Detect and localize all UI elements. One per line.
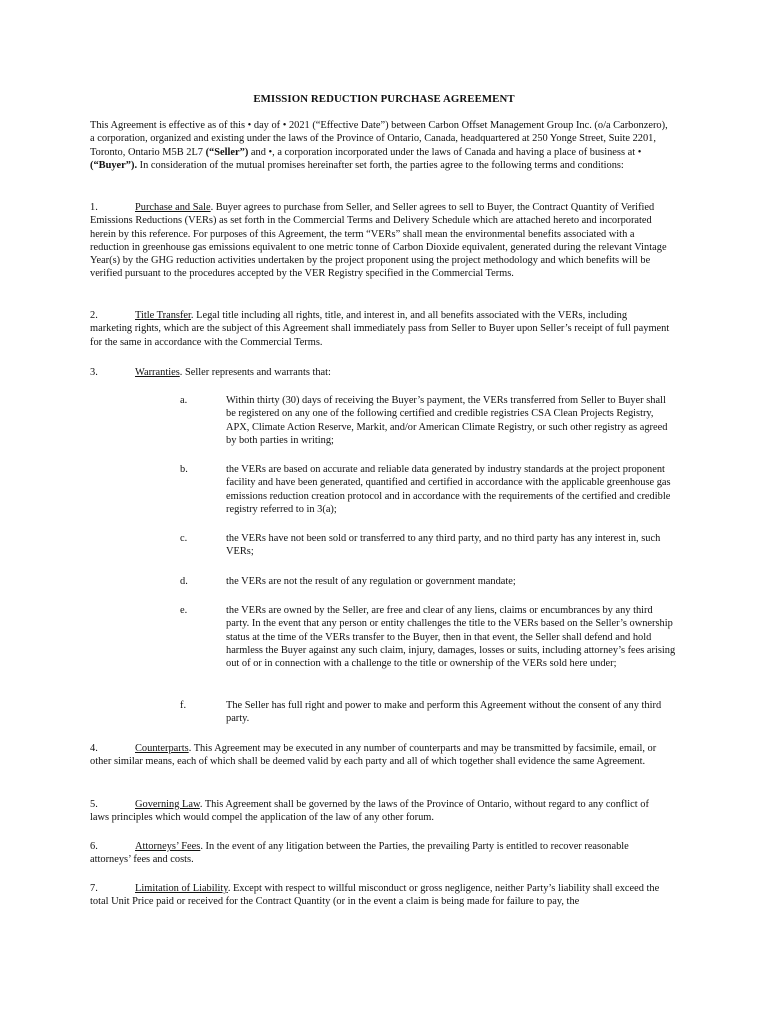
section-heading: Attorneys’ Fees xyxy=(135,841,201,852)
section-text: . In the event of any litigation between the Parties, the prevailing Party is entitled to recover reasonable attorneys’ fees and costs. xyxy=(90,841,629,866)
section-number: 1. xyxy=(90,202,98,213)
section-text: . This Agreement may be executed in any number of counterparts and may be transmitted by facsimile, email, or other similar means, each of which shall be deemed valid by each party and all of which together shall evidence the same Agreement. xyxy=(90,743,657,768)
section-heading: Warranties xyxy=(135,367,180,378)
intro-text-3: In consideration of the mutual promises hereinafter set forth, the parties agree to the following terms and conditions: xyxy=(137,159,624,171)
section-2 xyxy=(90,309,670,349)
section-number: 7. xyxy=(90,883,98,894)
section-1 xyxy=(90,201,670,281)
section-number: 2. xyxy=(90,310,98,321)
seller-term: (“Seller”) xyxy=(205,146,249,158)
section-heading: Counterparts xyxy=(135,743,189,754)
section-7 xyxy=(90,882,670,909)
section-5 xyxy=(90,798,670,825)
section-4 xyxy=(90,742,670,769)
item-text: Within thirty (30) days of receiving the Buyer’s payment, the VERs transferred from Seller to Buyer shall be registered on any one of the following certified and credible registries CSA Clean Projects Registry, APX, Climate Action Reserve, Markit, and/or American Climate Registry, or such other registry as agreed by both parties in writing; xyxy=(226,395,668,446)
document-title: EMISSION REDUCTION PURCHASE AGREEMENT xyxy=(253,93,515,105)
section-text: . Legal title including all rights, title, and interest in, and all benefits associated with the VERs, including marketing rights, which are the subject of this Agreement shall immediately pass from Seller to Buyer upon Seller’s receipt of full payment for the same in accordance with the Commercial Terms. xyxy=(90,310,670,348)
item-text: the VERs are not the result of any regulation or government mandate; xyxy=(226,576,516,587)
item-text: the VERs are owned by the Seller, are free and clear of any liens, claims or encumbrances by any third party. In the event that any person or entity challenges the title to the VERs based on the Seller’s ownership status at the time of the VERs transfer to the Buyer, then in that event, the Seller shall defend and hold harmless the Buyer against any such claim, injury, damages, losses or suits, including attorney’s fees arising out of or in connection with a challenge to the title or ownership of the VERs sold here under; xyxy=(226,605,676,670)
section-heading: Title Transfer xyxy=(135,310,191,321)
intro-text-2: and •, a corporation incorporated under the laws of Canada and having a place of business at • xyxy=(248,146,642,158)
item-letter: b. xyxy=(180,464,188,475)
section-text: . Seller represents and warrants that: xyxy=(179,367,331,378)
section-heading: Governing Law xyxy=(135,799,200,810)
item-letter: d. xyxy=(180,576,188,587)
item-text: The Seller has full right and power to make and perform this Agreement without the consent of any third party. xyxy=(226,700,662,725)
section-text: . Buyer agrees to purchase from Seller, and Seller agrees to sell to Buyer, the Contract Quantity of Verified Emissions Reductions (VERs) as set forth in the Commercial Terms and Delivery Schedule which are attached hereto and incorporated herein by this reference. For purposes of this Agreement, the term “VERs” shall mean the environmental benefits associated with a reduction in greenhouse gas emissions equivalent to one metric tonne of Carbon Dioxide equivalent, generated during the relevant Vintage Year(s) by the GHG reduction activities undertaken by the project proponent using the project methodology and which benefits will be verified pursuant to the procedures accepted by the VER Registry specified in the Commercial Terms. xyxy=(90,202,667,280)
item-text: the VERs are based on accurate and reliable data generated by industry standards at the project proponent facility and have been generated, quantified and certified in accordance with the applicable greenhouse gas emissions reduction creation protocol and in accordance with the requirements of the certified and credible registry referred to in 3(a); xyxy=(226,464,671,515)
intro-text-1: This Agreement is effective as of this • day of • 2021 (“Effective Date”) between Carbon Offset Management Group Inc. (o/a Carbonzero), a corporation, organized and existing under the laws of the Province of Ontario, Canada, headquartered at 250 Yonge Street, Suite 2201, Toronto, Ontario M5B 2L7 xyxy=(90,120,668,158)
section-3 xyxy=(90,366,670,379)
section-number: 4. xyxy=(90,743,98,754)
buyer-term: (“Buyer”). xyxy=(90,159,138,171)
section-text: . Except with respect to willful misconduct or gross negligence, neither Party’s liability shall exceed the total Unit Price paid or received for the Contract Quantity (or in the event a claim is being made for failure to pay, the xyxy=(90,883,660,908)
section-6 xyxy=(90,840,670,867)
item-letter: a. xyxy=(180,395,188,406)
item-letter: c. xyxy=(180,533,188,544)
section-heading: Limitation of Liability xyxy=(135,883,228,894)
section-text: . This Agreement shall be governed by the laws of the Province of Ontario, without regard to any conflict of laws principles which would compel the application of the law of any other forum. xyxy=(90,799,649,824)
section-heading: Purchase and Sale xyxy=(135,202,211,213)
section-number: 3. xyxy=(90,367,98,378)
item-letter: e. xyxy=(180,605,188,616)
intro-paragraph xyxy=(90,119,670,172)
section-number: 6. xyxy=(90,841,98,852)
item-text: the VERs have not been sold or transferred to any third party, and no third party has any interest in, such VERs; xyxy=(226,533,661,558)
section-number: 5. xyxy=(90,799,98,810)
item-letter: f. xyxy=(180,700,187,711)
